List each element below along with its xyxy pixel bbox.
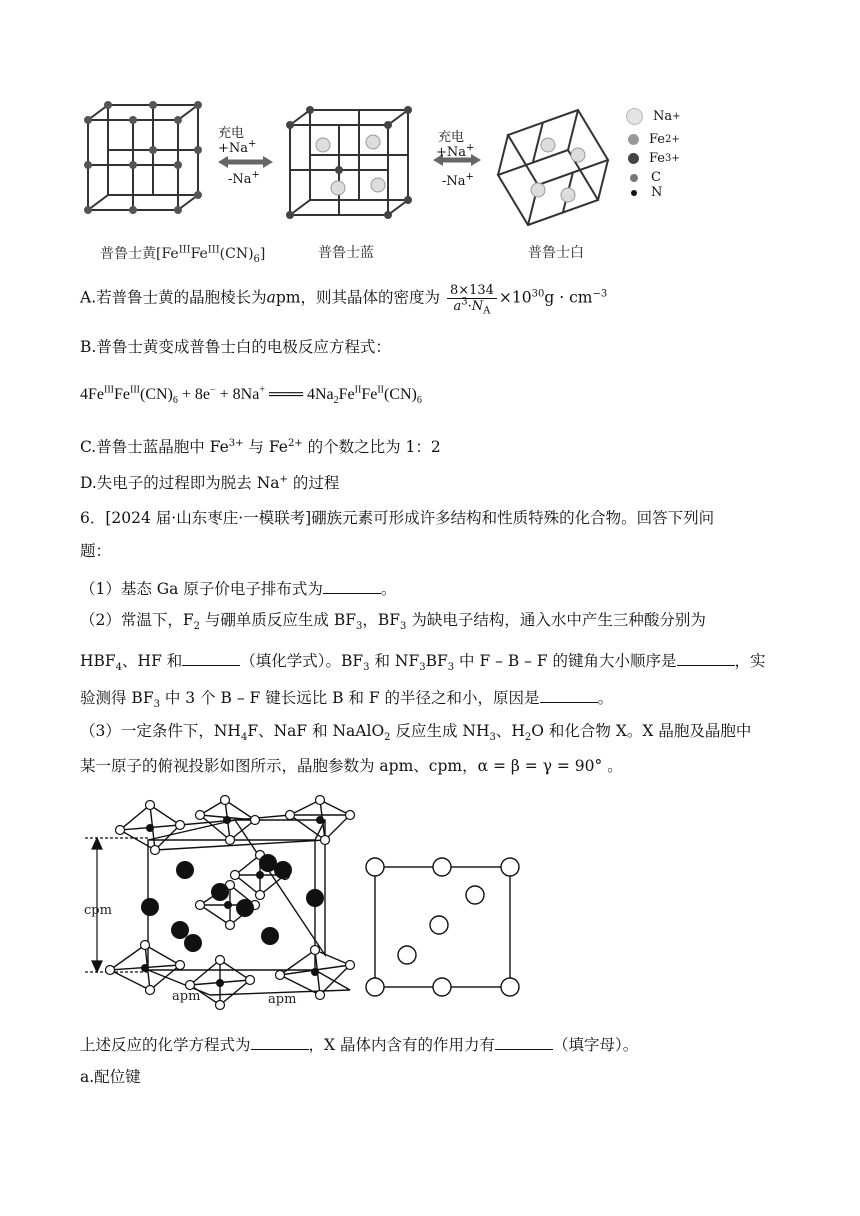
option-c: C.普鲁士蓝晶胞中 $Fe^{3+}$ 与 $Fe^{2+}$ 的个数之比为 1：2 [80, 437, 441, 456]
answer-blank-2 [182, 651, 240, 666]
q6-part2-line1: （2）常温下，$F_2$ 与硼单质反应生成 $BF_3$，$BF_3$ 为缺电子结构，通入水中产生三种酸分别为 [80, 611, 706, 633]
arrow-1-icon [218, 156, 273, 168]
caption-prussian-yellow: 普鲁士黄$[Fe^{III}Fe^{III}(CN)_6]$ [100, 244, 266, 265]
q6-part3-line2: 某一原子的俯视投影如图所示，晶胞参数为 apm、cpm，α = β = γ = 90° 。 [80, 757, 623, 775]
answer-blank-3 [677, 651, 735, 666]
fe2-ion-icon [628, 134, 639, 145]
legend-c: C [626, 170, 661, 185]
q6-title-line1: 6．[2024 届·山东枣庄·一模联考]硼族元素可形成许多结构和性质特殊的化合物。回答下列问 [80, 509, 715, 527]
caption-prussian-blue: 普鲁士蓝 [318, 245, 374, 261]
density-fraction: $\frac{8\times 134}{a^3\cdot N_A}$ [447, 284, 497, 313]
option-b-equation: $4Fe^{III}Fe^{III}(CN)_6 + 8e^- + 8Na^+$ ═══ $4Na_2Fe^{II}Fe^{II}(CN)_6$ [80, 384, 422, 407]
prussian-cubes-drawing [78, 100, 618, 230]
arrow-2-bot: -Na+ [442, 171, 474, 189]
label-c-parameter: cpm [84, 903, 112, 918]
carbon-icon [630, 174, 638, 182]
legend-fe3: Fe 3+ [626, 151, 680, 166]
prussian-white-cube [498, 110, 608, 225]
label-a-parameter-2: apm [268, 992, 297, 1007]
q6-equation-prompt: 上述反应的化学方程式为 ，X 晶体内含有的作用力有 （填字母）。 [80, 1036, 639, 1054]
q6-part3-line1: （3）一定条件下，$NH_4F$、NaF 和 NaAlO$_2$ 反应生成 $NH_3$、$H_2O$ 和化合物 X。X 晶胞及晶胞中 [80, 722, 752, 744]
answer-blank-1 [323, 579, 381, 594]
q6-part2-line3: 验测得 $BF_3$ 中 3 个 B – F 键长远比 B 和 F 的半径之和小，原因是 。 [80, 689, 614, 711]
legend-fe2: Fe 2+ [626, 132, 680, 147]
option-a: A.若普鲁士黄的晶胞棱长为apm，则其晶体的密度为 $\frac{8\times 134}{a^3\cdot N_A}$ $\times 10^{30}g \cdot cm^{-3}$ [80, 283, 608, 317]
choice-a: a.配位键 [80, 1068, 141, 1086]
q6-part2-line2: $HBF_4$、HF 和 （填化学式）。$BF_3$ 和 $NF_3BF_3$ 中 F – B – F 的键角大小顺序是 ，实 [80, 652, 766, 674]
caption-prussian-white: 普鲁士白 [528, 245, 584, 261]
fe3-ion-icon [628, 153, 639, 164]
answer-blank-5 [251, 1035, 309, 1050]
answer-blank-4 [540, 688, 598, 703]
legend-na: Na + [626, 108, 681, 125]
crystal-cell-drawing [80, 795, 520, 1020]
legend-n: N [626, 185, 662, 200]
top-view-projection [366, 858, 519, 996]
arrow-1-top: 充电 [218, 126, 245, 141]
q6-title-line2: 题： [80, 542, 112, 560]
option-b: B.普鲁士黄变成普鲁士白的电极反应方程式： [80, 338, 391, 356]
arrow-2-top: 充电 [438, 130, 465, 145]
arrow-2-mid: +Na+ [436, 142, 475, 160]
na-ion-icon [626, 108, 643, 125]
option-d: D.失电子的过程即为脱去 Na+ 的过程 [80, 473, 340, 492]
q6-part1: （1）基态 Ga 原子价电子排布式为 。 [80, 580, 397, 598]
answer-blank-6 [495, 1035, 553, 1050]
arrow-1-bot: -Na+ [228, 169, 260, 187]
label-a-parameter-1: apm [172, 989, 201, 1004]
nitrogen-icon [631, 190, 637, 196]
arrow-1-mid: +Na+ [218, 138, 257, 156]
